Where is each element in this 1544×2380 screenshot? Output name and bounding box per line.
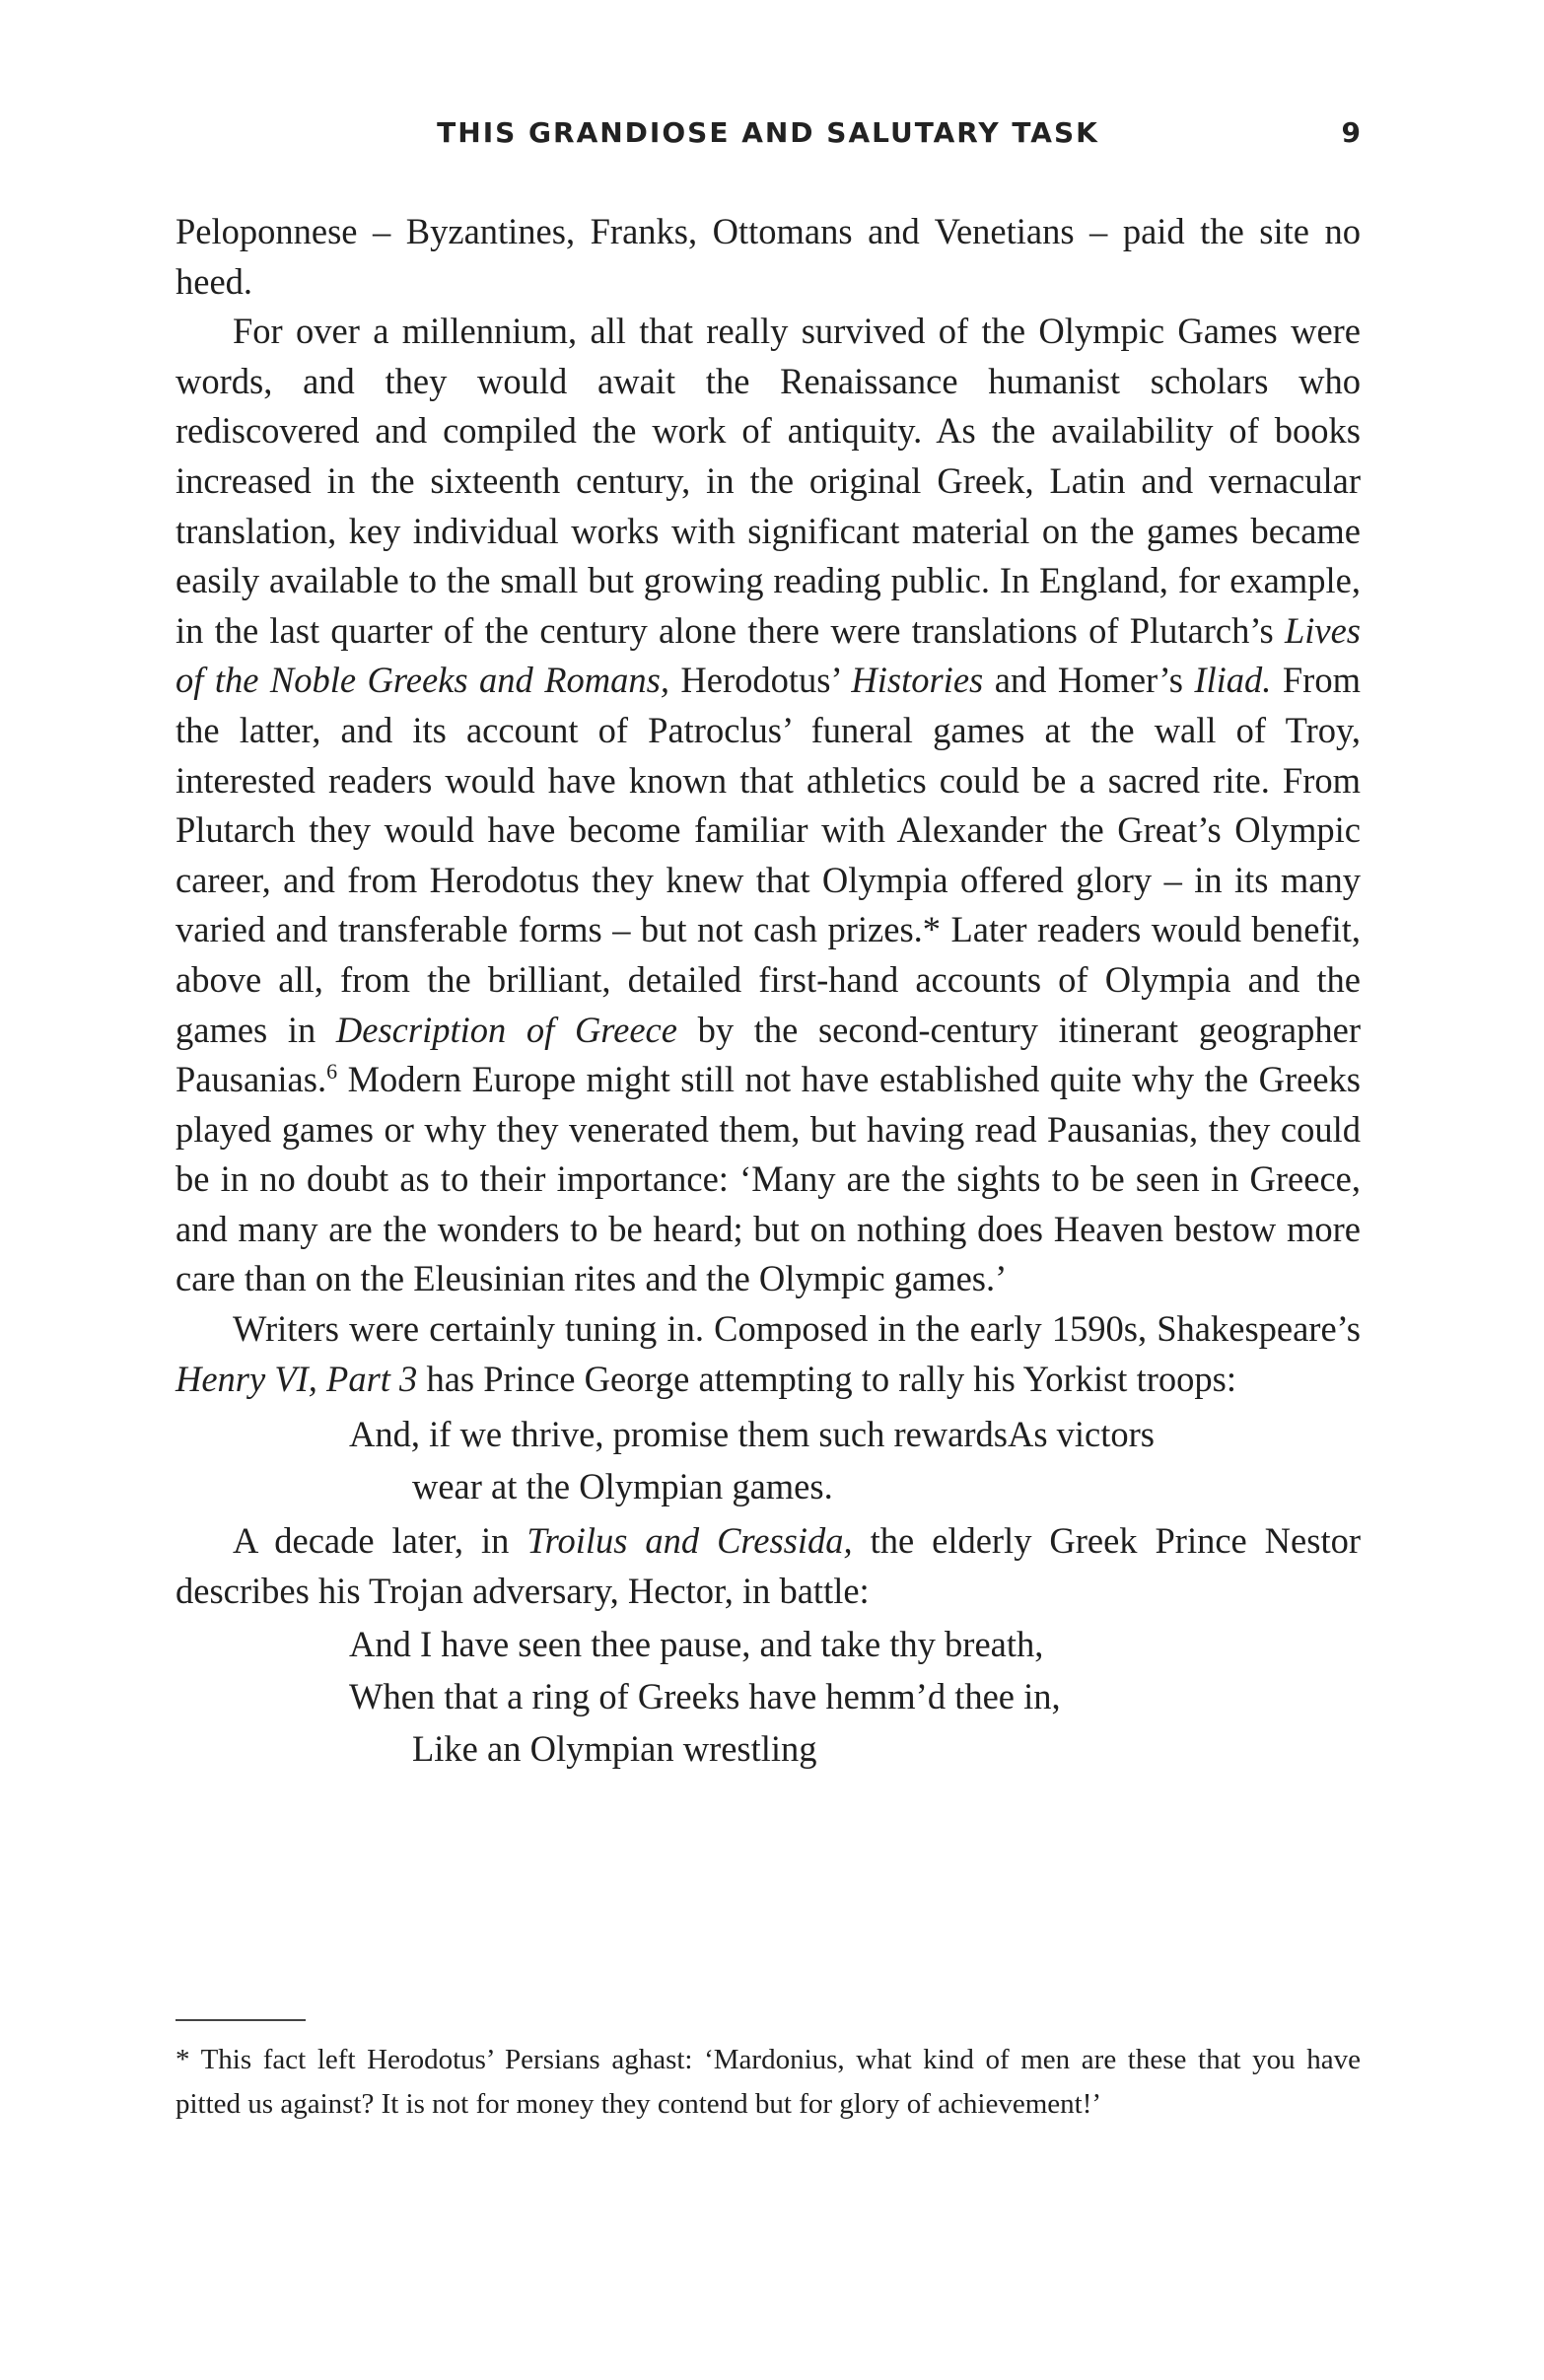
paragraph-text: Writers were certainly tuning in. Composed in the early 1590s, Shakespeare’s [233,1308,1361,1350]
book-title-histories: Histories [851,660,984,701]
paragraph-text: the elderly Greek Prince Nestor describes his Trojan adversary, Hector, in battle: [175,1520,1361,1611]
running-head [175,116,1361,156]
paragraph-text: Modern Europe might still not have established quite why the Greeks played games or why they venerated them, but having read Pausanias, they could be in no doubt as to their importance: ‘Many are the sights to be seen in Greece, and many are the wonders to be heard; but on nothing does Heaven bestow more care than on the Eleusinian rites and the Olympic games.’ [175,1059,1361,1299]
verse-line: wear at the Olympian games. [412,1466,833,1507]
footnote: * This fact left Herodotus’ Persians aghast: ‘Mardonius, what kind of men are these that you have pitted us against? It is not for money they contend but for glory of achievement!’ [175,2044,1361,2120]
verse-quote-henry-vi [175,1408,1361,1512]
play-title-henry-vi: Henry VI, Part 3 [175,1358,418,1399]
verse-line: And, if we thrive, promise them such rewardsAs victors [349,1414,1156,1455]
book-title-iliad: Iliad. [1194,660,1272,701]
play-title-troilus: Troilus and Cressida, [526,1520,853,1562]
footnote-reference: 6 [326,1058,338,1084]
verse-line: And I have seen thee pause, and take thy breath, [349,1624,1044,1665]
paragraph-text: For over a millennium, all that really survived of the Olympic Games were words, and they would await the Renaissance humanist scholars who rediscovered and compiled the work of antiquity. As the availability of books increased in the sixteenth century, in the original Greek, Latin and vernacular translation, key individual works with significant material on the games became easily available to the small but growing reading public. In England, for example, in the last quarter of the century alone there were translations of Plutarch’s [175,311,1361,651]
paragraph-continued [175,207,1361,307]
paragraph-olympic-words [175,307,1361,1304]
paragraph-text: Peloponnese – Byzantines, Franks, Ottomans and Venetians – paid the site no heed. [175,211,1361,302]
page-number: 9 [1341,116,1361,149]
paragraph-text: A decade later, in [233,1520,527,1562]
book-title-lives: Lives of the Noble Greeks and Romans, [175,609,1361,701]
running-head-title: THIS GRANDIOSE AND SALUTARY TASK [437,116,1099,149]
body-text [175,207,1361,1775]
paragraph-text: has Prince George attempting to rally his Yorkist troops: [417,1358,1236,1399]
paragraph-writers [175,1304,1361,1404]
verse-line: When that a ring of Greeks have hemm’d thee in, [349,1676,1061,1717]
footnote-divider [175,2019,306,2021]
book-title-description-of-greece: Description of Greece [335,1009,677,1050]
paragraph-text: and Homer’s [983,660,1195,701]
verse-quote-troilus [175,1618,1361,1775]
paragraph-text: by the second-century itinerant geographer Pausanias. [175,1009,1361,1100]
paragraph-text: From the latter, and its account of Patroclus’ funeral games at the wall of Troy, interested readers would have known that athletics could be a sacred rite. From Plutarch they would have become familiar with Alexander the Great’s Olympic career, and from Herodotus they knew that Olympia offered glory – in its many varied and transferable forms – but not cash prizes.* Later readers would benefit, above all, from the brilliant, detailed first-hand accounts of Olympia and the games in [175,660,1361,1050]
paragraph-troilus [175,1516,1361,1616]
verse-line: Like an Olympian wrestling [412,1728,817,1770]
paragraph-text: Herodotus’ [668,660,852,701]
